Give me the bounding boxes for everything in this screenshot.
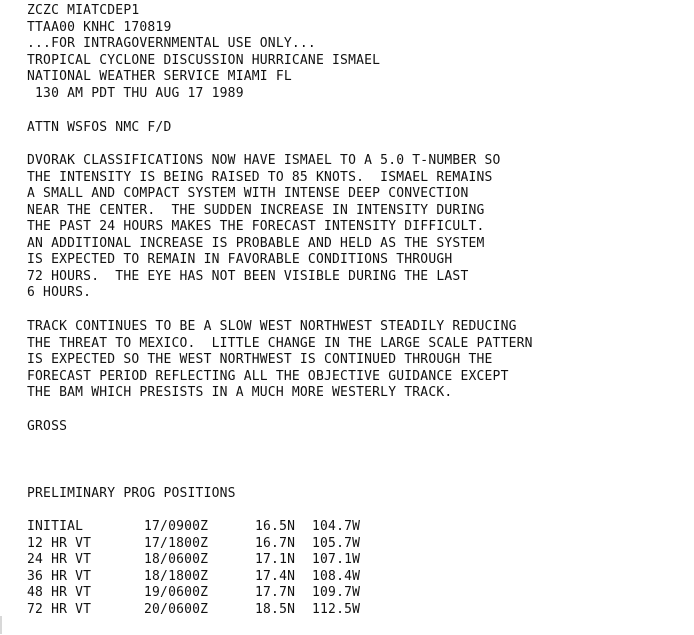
- paragraph-line: 72 HOURS. THE EYE HAS NOT BEEN VISIBLE DURING THE LAST: [27, 268, 469, 284]
- forecast-label: INITIAL: [27, 519, 84, 534]
- paragraph-line: THE PAST 24 HOURS MAKES THE FORECAST INTENSITY DIFFICULT.: [27, 219, 485, 234]
- paragraph-line: NEAR THE CENTER. THE SUDDEN INCREASE IN INTENSITY DURING: [27, 202, 485, 218]
- header-line-issuer: NATIONAL WEATHER SERVICE MIAMI FL: [27, 69, 292, 84]
- forecast-time: 19/0600Z: [144, 585, 209, 600]
- paragraph-line: IS EXPECTED TO REMAIN IN FAVORABLE CONDITIONS THROUGH: [27, 252, 453, 267]
- bulletin-header: [27, 3, 380, 102]
- header-line-routing: ZCZC MIATCDEP1: [27, 3, 140, 18]
- signature-text: GROSS: [27, 419, 68, 434]
- paragraph-line: THE INTENSITY IS BEING RAISED TO 85 KNOTS. ISMAEL REMAINS: [27, 169, 493, 185]
- attention-line: [27, 120, 171, 137]
- paragraph-line: THE THREAT TO MEXICO. LITTLE CHANGE IN THE LARGE SCALE PATTERN: [27, 335, 533, 351]
- table-row: [27, 536, 392, 553]
- intensity-discussion-paragraph: [27, 153, 501, 302]
- prog-positions-heading: [27, 486, 236, 503]
- forecast-longitude: 105.7W: [312, 535, 361, 551]
- paragraph-line: IS EXPECTED SO THE WEST NORTHWEST IS CONTINUED THROUGH THE: [27, 352, 493, 367]
- forecast-latitude: 18.5N: [255, 601, 296, 617]
- paragraph-line: AN ADDITIONAL INCREASE IS PROBABLE AND HELD AS THE SYSTEM: [27, 235, 485, 251]
- forecast-longitude: 112.5W: [312, 601, 361, 617]
- table-row: [27, 569, 392, 586]
- forecast-label: 12 HR VT: [27, 535, 92, 551]
- forecast-time: 17/0900Z: [144, 519, 209, 534]
- forecast-label: 72 HR VT: [27, 601, 92, 617]
- prog-positions-table: [27, 519, 392, 618]
- paragraph-line: FORECAST PERIOD REFLECTING ALL THE OBJECTIVE GUIDANCE EXCEPT: [27, 368, 509, 384]
- paragraph-line: TRACK CONTINUES TO BE A SLOW WEST NORTHWEST STEADILY REDUCING: [27, 319, 517, 334]
- header-line-title: TROPICAL CYCLONE DISCUSSION HURRICANE ISMAEL: [27, 52, 381, 68]
- attention-text: ATTN WSFOS NMC F/D: [27, 120, 172, 135]
- forecast-label: 24 HR VT: [27, 552, 92, 567]
- forecast-longitude: 107.1W: [312, 552, 361, 567]
- forecast-latitude: 17.4N: [255, 568, 296, 584]
- forecaster-signature: [27, 419, 67, 436]
- prog-positions-title: PRELIMINARY PROG POSITIONS: [27, 486, 236, 501]
- paragraph-line: 6 HOURS.: [27, 285, 92, 300]
- forecast-time: 18/1800Z: [144, 568, 209, 584]
- forecast-label: 48 HR VT: [27, 585, 92, 600]
- forecast-longitude: 104.7W: [312, 519, 361, 534]
- paragraph-line: A SMALL AND COMPACT SYSTEM WITH INTENSE DEEP CONVECTION: [27, 186, 469, 201]
- forecast-time: 18/0600Z: [144, 552, 209, 567]
- track-discussion-paragraph: [27, 319, 533, 402]
- forecast-latitude: 16.5N: [255, 519, 296, 534]
- scan-edge-mark: [0, 616, 2, 634]
- table-row: [27, 585, 392, 602]
- forecast-latitude: 17.7N: [255, 585, 296, 600]
- table-row: [27, 519, 392, 536]
- header-line-wmo-id: TTAA00 KNHC 170819: [27, 19, 172, 35]
- forecast-label: 36 HR VT: [27, 568, 92, 584]
- table-row: [27, 602, 392, 619]
- forecast-longitude: 109.7W: [312, 585, 361, 600]
- header-line-use-notice: ...FOR INTRAGOVERNMENTAL USE ONLY...: [27, 36, 316, 51]
- forecast-longitude: 108.4W: [312, 568, 361, 584]
- forecast-latitude: 16.7N: [255, 535, 296, 551]
- forecast-time: 20/0600Z: [144, 601, 209, 617]
- header-line-issue-time: 130 AM PDT THU AUG 17 1989: [27, 85, 244, 101]
- paragraph-line: THE BAM WHICH PRESISTS IN A MUCH MORE WESTERLY TRACK.: [27, 385, 453, 400]
- paragraph-line: DVORAK CLASSIFICATIONS NOW HAVE ISMAEL TO A 5.0 T-NUMBER SO: [27, 153, 501, 168]
- table-row: [27, 552, 392, 569]
- forecast-latitude: 17.1N: [255, 552, 296, 567]
- forecast-time: 17/1800Z: [144, 535, 209, 551]
